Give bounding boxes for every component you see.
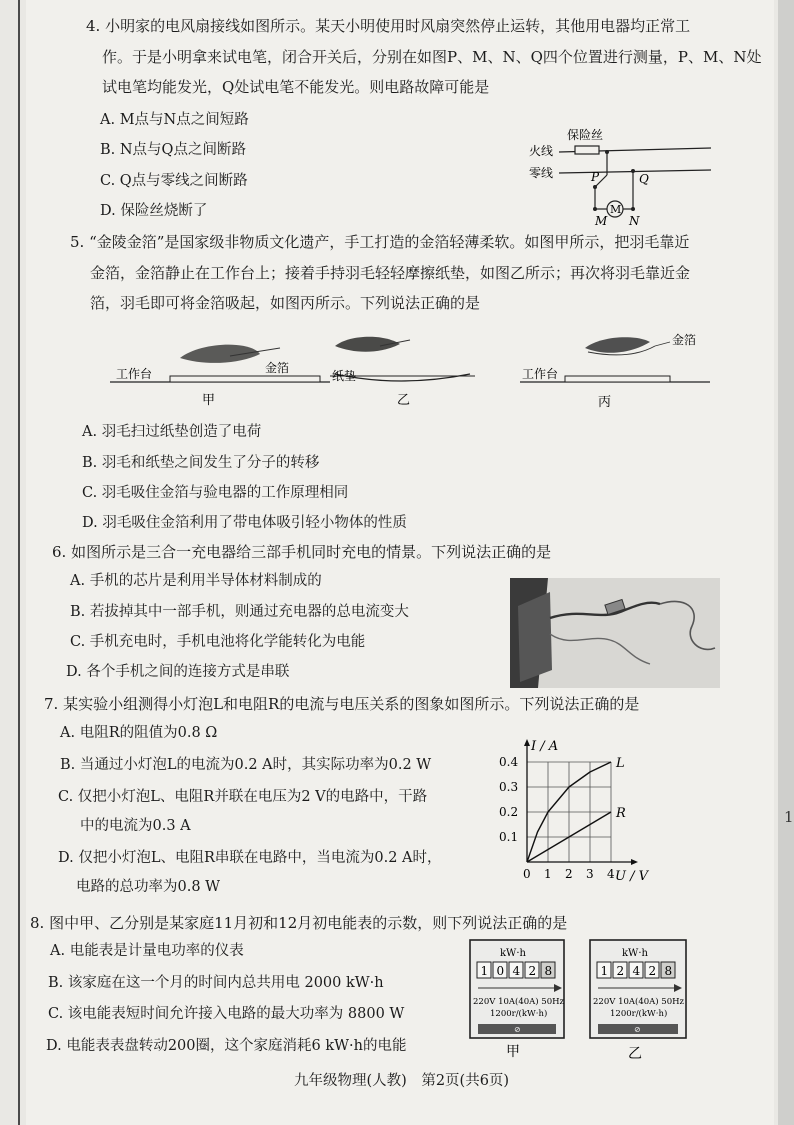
point-p-label: P [591,170,600,184]
q7-option-d: D. 仅把小灯泡L、电阻R串联在电路中，当电流为0.2 A时， [58,850,442,866]
point-q-label: Q [639,172,649,186]
meter-digit: 8 [544,964,553,978]
meter-yi-rate: 1200r/(kW·h) [610,1009,668,1019]
y-axis-label: I / A [531,739,559,754]
x-axis-label: U / V [615,869,648,883]
q8-stem: 8. 图中甲、乙分别是某家庭11月初和12月初电能表的示数，则下列说法正确的是 [30,914,568,932]
series-label-R: R [616,806,626,821]
point-q-dot [631,169,635,173]
q7-option-b: B. 当通过小灯泡L的电流为0.2 A时，其实际功率为0.2 W [60,757,432,773]
meter-digit: 4 [512,964,521,978]
q4-stem-line3: 试电笔均能发光，Q处试电笔不能发光。则电路故障可能是 [102,78,490,96]
foil-label-a: 金箔 [265,361,290,375]
energy-meters-figure [468,938,698,1066]
point-n-dot [631,207,635,211]
q7-option-a: A. 电阻R的阻值为0.8 Ω [60,725,218,741]
q6-option-c: C. 手机充电时，手机电池将化学能转化为电能 [70,634,366,650]
q6-stem: 6. 如图所示是三合一充电器给三部手机同时充电的情景。下列说法正确的是 [52,543,552,561]
q4-option-d: D. 保险丝烧断了 [100,203,208,219]
meter-jia-digits [477,962,555,978]
y-tick-label: 0.1 [499,830,519,844]
q5-option-c: C. 羽毛吸住金箔与验电器的工作原理相同 [82,485,349,501]
q6-option-a: A. 手机的芯片是利用半导体材料制成的 [70,573,322,589]
x-tick-label: 1 [544,867,552,881]
q7-option-c-cont: 中的电流为0.3 A [80,818,191,834]
q5-stem-line1: 5. “金陵金箔”是国家级非物质文化遗产，手工打造的金箔轻薄柔软。如图甲所示，把羽毛靠近 [70,233,690,251]
q4-option-c: C. Q点与零线之间断路 [100,173,248,189]
y-axis-arrow [524,739,530,746]
point-m-label: M [595,214,608,228]
foil-pointer [655,342,670,346]
meter-yi-caption: 乙 [628,1046,642,1062]
q8-option-a: A. 电能表是计量电功率的仪表 [50,943,244,959]
foil-label-c: 金箔 [672,333,697,347]
meter-jia-rate: 1200r/(kW·h) [490,1009,548,1019]
q7-option-d-cont: 电路的总功率为0.8 W [76,879,221,895]
meter-yi-digits [597,962,675,978]
phone-body [518,592,552,682]
x-tick-label: 3 [586,867,594,881]
q4-option-a: A. M点与N点之间短路 [100,112,249,128]
q5-stem-line3: 箔，羽毛即可将金箔吸起，如图丙所示。下列说法正确的是 [90,294,481,312]
q4-stem-line1: 4. 小明家的电风扇接线如图所示。某天小明使用时风扇突然停止运转，其他用电器均正常工 [86,17,691,35]
y-tick-label: 0.4 [499,755,519,769]
meter-yi-unit: kW·h [622,948,648,959]
point-m-dot [593,207,597,211]
pad-label: 纸垫 [332,369,357,383]
series-label-L: L [616,756,625,771]
meter-yi-spec: 220V 10A(40A) 50Hz [593,997,685,1007]
x-tick-label: 4 [607,867,615,881]
fuse [575,146,599,154]
meter-jia-unit: kW·h [500,948,526,959]
y-tick-label: 0.2 [499,805,519,819]
q5-feather-figures [110,330,710,412]
q5-stem-line2: 金箔，金箔静止在工作台上；接着手持羽毛轻轻摩擦纸垫，如图乙所示；再次将羽毛靠近金 [90,264,691,282]
caption-bing: 丙 [598,395,612,410]
adjacent-page-edge [778,0,794,1125]
foil-sheet-a [170,376,320,382]
q4-stem-line2: 作。于是小明拿来试电笔，闭合开关后，分别在如图P、M、N、Q四个位置进行测量，P、M、N处 [102,48,762,66]
neutral-wire [559,170,711,173]
feather-c [585,337,650,353]
point-n-label: N [629,214,640,228]
q5-option-b: B. 羽毛和纸垫之间发生了分子的转移 [82,455,320,471]
meter-jia-caption: 甲 [506,1044,520,1060]
charger-photo [510,578,720,688]
page-fold-line [18,0,20,1125]
q8-option-c: C. 该电能表短时间允许接入电路的最大功率为 8800 W [48,1006,405,1022]
x-tick-label: 0 [523,867,531,881]
desk-label-c: 工作台 [522,367,559,381]
q7-option-c: C. 仅把小灯泡L、电阻R并联在电压为2 V的电路中，干路 [58,789,428,805]
meter-jia-spec: 220V 10A(40A) 50Hz [473,997,565,1007]
caption-jia: 甲 [202,393,216,408]
neutral-wire-label: 零线 [529,166,554,180]
q6-option-b: B. 若拔掉其中一部手机，则通过充电器的总电流变大 [70,604,409,620]
x-axis-arrow [631,859,638,865]
y-tick-label: 0.3 [499,780,519,794]
q8-option-b: B. 该家庭在这一个月的时间内总共用电 2000 kW·h [48,975,384,991]
q6-option-d: D. 各个手机之间的连接方式是串联 [66,664,290,680]
chart-grid [527,762,611,862]
q4-circuit-figure [525,125,715,230]
meter-digit: 1 [600,964,609,978]
page-footer: 九年级物理(人教) 第2页(共6页) [294,1073,510,1089]
iu-chart [495,738,670,883]
live-wire-label: 火线 [529,144,554,158]
meter-yi-base-icon: ⊘ [634,1025,641,1034]
q5-option-d: D. 羽毛吸住金箔利用了带电体吸引轻小物体的性质 [82,515,407,531]
caption-yi: 乙 [397,393,411,408]
meter-digit: 2 [648,964,657,978]
desk-label-a: 工作台 [116,367,153,381]
meter-jia [470,940,565,1060]
meter-digit: 2 [616,964,625,978]
meter-digit: 8 [664,964,673,978]
meter-digit: 2 [528,964,537,978]
adjacent-page-mark: 1 [784,808,794,826]
meter-digit: 0 [496,964,505,978]
fuse-label: 保险丝 [567,128,604,142]
motor-label: M [610,203,622,216]
meter-yi [590,940,686,1062]
q8-option-d: D. 电能表表盘转动200圈，这个家庭消耗6 kW·h的电能 [46,1038,407,1054]
junction-dot [605,150,609,154]
q5-option-a: A. 羽毛扫过纸垫创造了电荷 [82,424,262,440]
desk-top-c [565,376,670,382]
meter-digit: 4 [632,964,641,978]
meter-jia-base-icon: ⊘ [514,1025,521,1034]
q4-option-b: B. N点与Q点之间断路 [100,142,246,158]
feather-a [180,345,260,363]
q7-stem: 7. 某实验小组测得小灯泡L和电阻R的电流与电压关系的图象如图所示。下列说法正确的是 [44,695,640,713]
meter-digit: 1 [480,964,489,978]
x-tick-label: 2 [565,867,573,881]
